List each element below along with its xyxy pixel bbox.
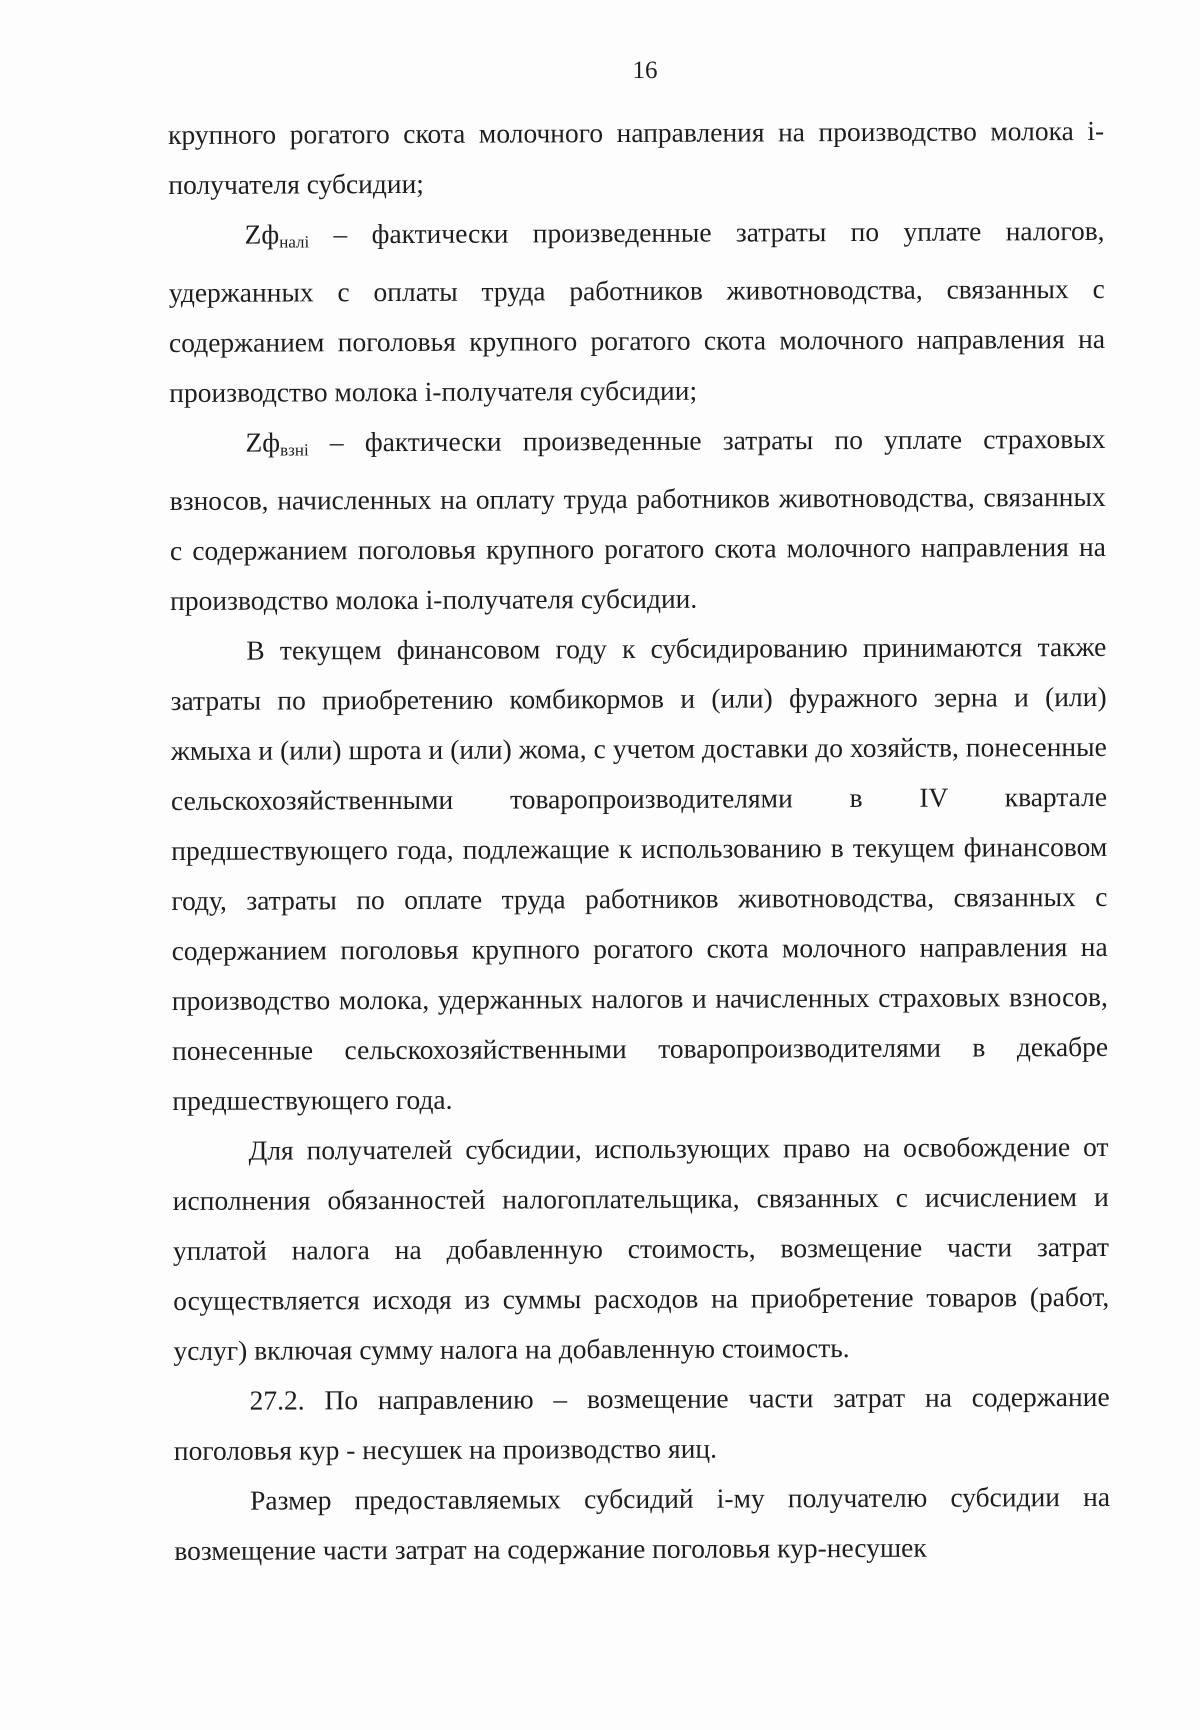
paragraph-subsidy-size: Размер предоставляемых субсидий i-му получателю субсидии на возмещение части затрат на содержание поголовья кур-несушек — [174, 1480, 1111, 1566]
paragraph-continuation: крупного рогатого скота молочного направления на производство молока i-получателя субсидии; — [168, 114, 1105, 200]
paragraph-section-27-2: 27.2. По направлению – возмещение части затрат на содержание поголовья кур - несушек на производство яиц. — [173, 1380, 1110, 1466]
page-number: 16 — [632, 57, 658, 84]
zf-vzn-subscript: взнi — [280, 440, 309, 460]
paragraph-zf-vzn-definition — [169, 414, 1106, 626]
zf-vzn-text: – фактически произведенные затраты по уплате страховых взносов, начисленных на оплату труда работников животноводства, связанных с содержанием поголовья крупного рогатого скота молочного направления на производство молока i-получателя субсидии. — [169, 422, 1106, 616]
zf-nal-text: – фактически произведенные затраты по уплате налогов, удержанных с оплаты труда работников животноводства, связанных с содержанием поголовья крупного рогатого скота молочного направления на производство молока i-получателя субсидии; — [168, 214, 1106, 408]
document-body — [168, 106, 1110, 1576]
paragraph-vat-exempt: Для получателей субсидии, использующих право на освобождение от исполнения обязанностей налогоплательщика, связанных с исчислением и уплатой налога на добавленную стоимость, возмещение части затрат осуществляется исходя из суммы расходов на приобретение товаров (работ, услуг) включая сумму налога на добавленную стоимость. — [172, 1130, 1110, 1366]
zf-symbol: Zф — [244, 218, 280, 250]
zf-symbol: Zф — [245, 426, 281, 458]
paragraph-current-year-costs: В текущем финансовом году к субсидированию принимаются также затраты по приобретению комбикормов и (или) фуражного зерна и (или) жмыха и (или) шрота и (или) жома, с учетом доставки до хозяйств, понесенные сельскохозяйственными товаропроизводителями в IV квартале предшествующего года, подлежащие к использованию в текущем финансовом году, затраты по оплате труда работников животноводства, связанных с содержанием поголовья крупного рогатого скота молочного направления на производство молока, удержанных налогов и начисленных страховых взносов, понесенные сельскохозяйственными товаропроизводителями в декабре предшествующего года. — [170, 630, 1109, 1116]
zf-nal-subscript: налi — [279, 232, 310, 252]
paragraph-zf-nal-definition — [168, 206, 1105, 418]
